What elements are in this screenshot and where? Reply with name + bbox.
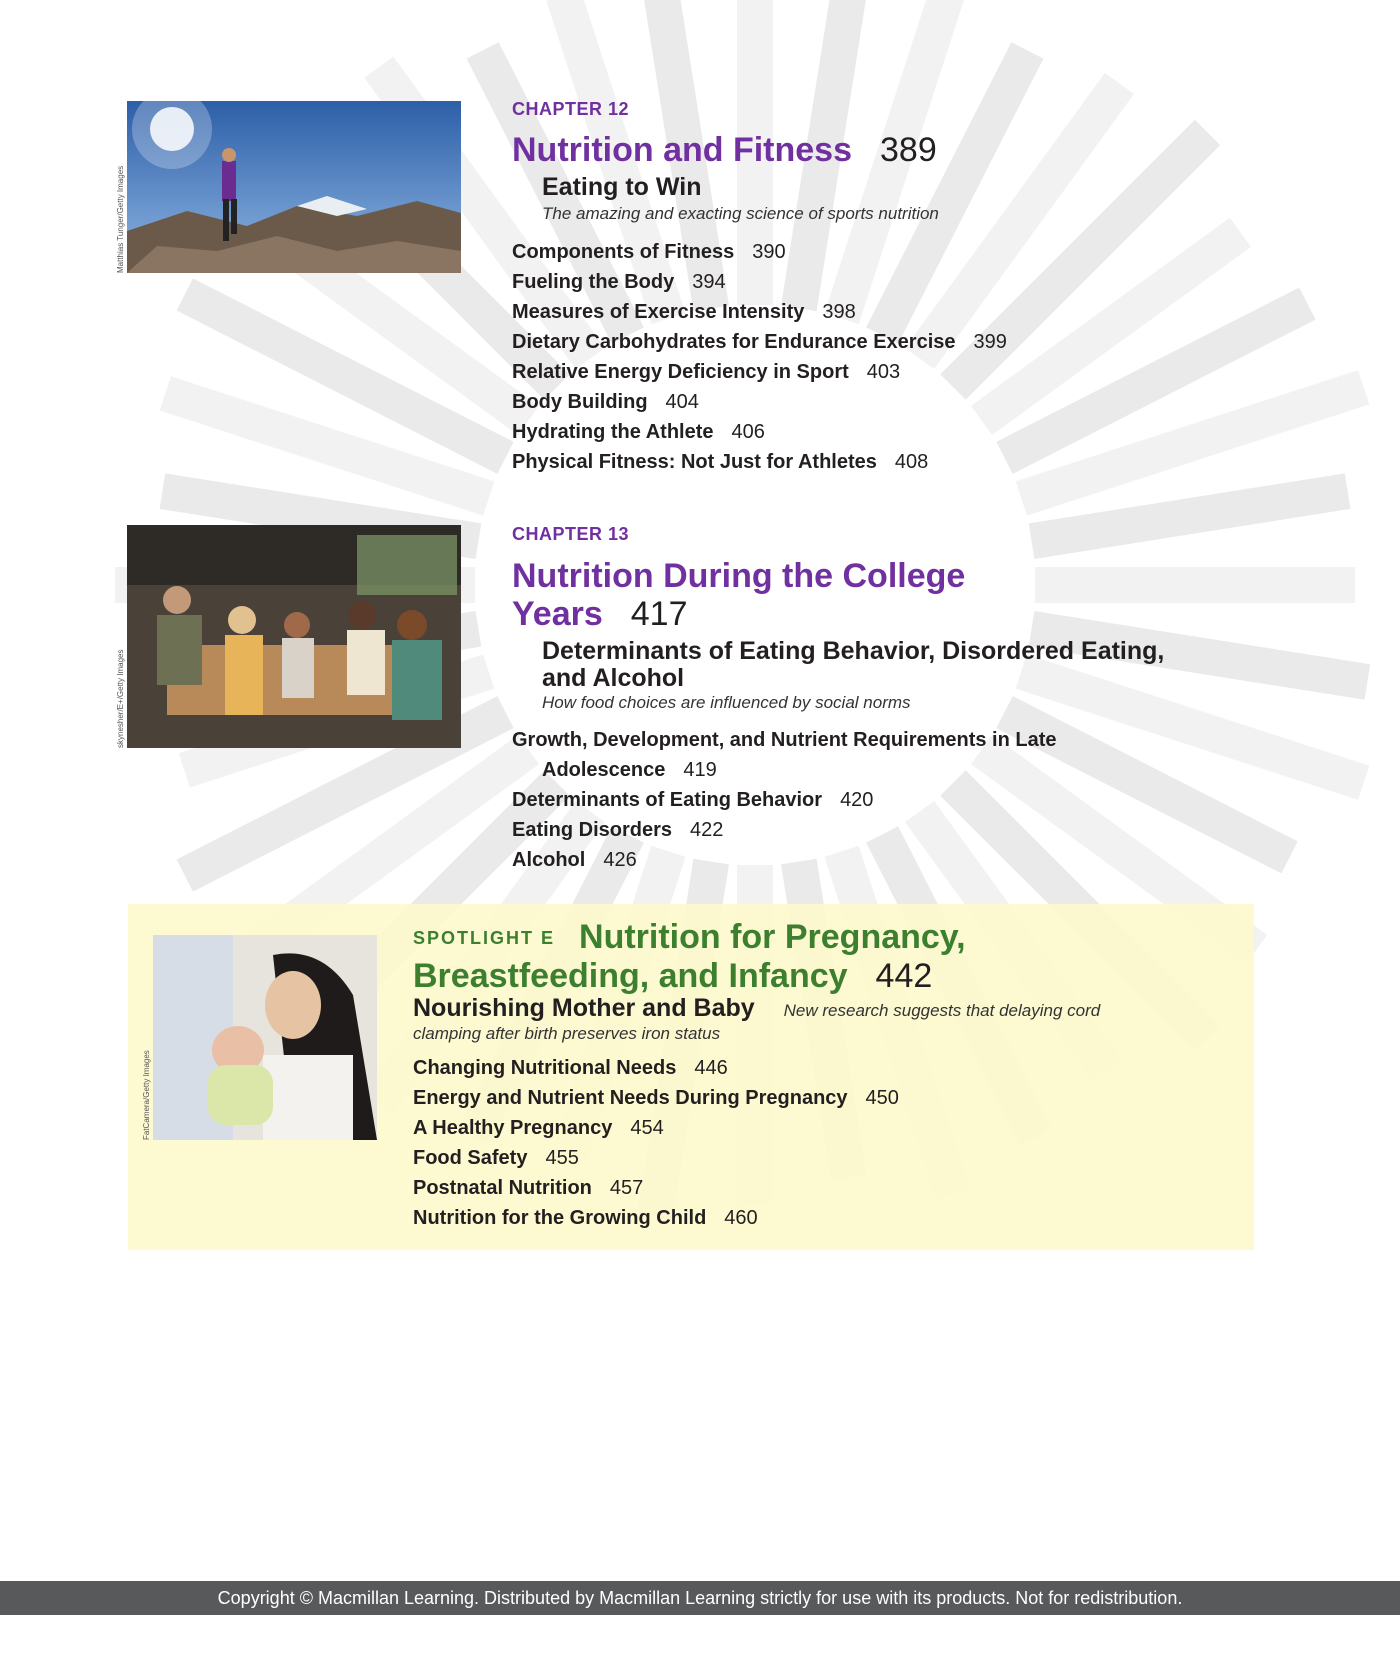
toc-entry-title: Components of Fitness: [512, 241, 735, 263]
toc-entry: [512, 845, 1057, 875]
section-tagline: How food choices are influenced by social norms: [542, 693, 911, 712]
toc-entry: [413, 1113, 899, 1143]
toc-entry: [512, 815, 1057, 845]
toc-entry-title: Changing Nutritional Needs: [413, 1057, 677, 1079]
photo-credit: FatCamera/Getty Images: [142, 1050, 151, 1140]
section-tagline: New research suggests that delaying cord: [783, 1001, 1101, 1020]
spotlight-topic-list: [413, 1053, 899, 1233]
toc-entry-title: Postnatal Nutrition: [413, 1177, 592, 1199]
toc-entry: [512, 417, 1007, 447]
toc-entry-page: 422: [690, 819, 724, 841]
toc-entry: [512, 785, 1057, 815]
photo-credit: skynesher/E+/Getty Images: [116, 649, 125, 748]
toc-entry-title: Energy and Nutrient Needs During Pregnancy: [413, 1087, 848, 1109]
section-tagline: The amazing and exacting science of sports nutrition: [542, 204, 939, 223]
chapter-title-text: Years: [512, 595, 603, 633]
toc-entry-page: 398: [822, 301, 856, 323]
toc-entry-title: Measures of Exercise Intensity: [512, 301, 805, 323]
toc-entry-page: 390: [752, 241, 786, 263]
toc-entry-title: Fueling the Body: [512, 271, 675, 293]
toc-entry-title: Adolescence: [542, 759, 666, 781]
toc-entry: [512, 267, 1007, 297]
section-title-text: Nourishing Mother and Baby: [413, 994, 755, 1022]
chapter-13-topic-list: [512, 725, 1057, 875]
chapter-page-number: 417: [630, 595, 688, 633]
section-title: [413, 995, 1100, 1024]
photo-credit: Matthias Tunger/Getty Images: [116, 165, 125, 273]
chapter-title-text: Nutrition During the College: [512, 557, 966, 595]
toc-entry: [512, 327, 1007, 357]
toc-entry-page: 403: [866, 361, 901, 383]
toc-entry-title: Nutrition for the Growing Child: [413, 1207, 707, 1229]
toc-entry: [413, 1143, 899, 1173]
chapter-12-topic-list: [512, 237, 1007, 477]
toc-entry-title: A Healthy Pregnancy: [413, 1117, 613, 1139]
toc-entry: [413, 1083, 899, 1113]
toc-entry: [512, 237, 1007, 267]
toc-entry: [413, 1173, 899, 1203]
section-title: [542, 638, 1164, 692]
toc-entry-page: 457: [609, 1177, 644, 1199]
toc-entry-page: 420: [840, 789, 874, 811]
chapter-page-number: 389: [880, 131, 937, 169]
chapter-title: [512, 557, 965, 633]
toc-entry-title: Eating Disorders: [512, 819, 673, 841]
spotlight-label: SPOTLIGHT E: [413, 928, 556, 948]
toc-entry-page: 454: [630, 1117, 664, 1139]
toc-entry-title: Growth, Development, and Nutrient Requirements in Late: [512, 729, 1057, 751]
toc-entry-page: 446: [694, 1057, 728, 1079]
toc-entry: [512, 447, 1007, 477]
chapter-12-photo: [127, 101, 461, 273]
spotlight-title-text: Nutrition for Pregnancy,: [579, 918, 966, 956]
toc-entry: [413, 1053, 899, 1083]
toc-entry-page: 460: [724, 1207, 758, 1229]
section-title-line: Determinants of Eating Behavior, Disordered Eating,: [542, 637, 1165, 665]
spotlight-title-text: Breastfeeding, and Infancy: [413, 957, 848, 995]
toc-entry-page: 404: [665, 391, 699, 413]
chapter-label: CHAPTER 13: [512, 524, 630, 544]
chapter-title: [512, 131, 937, 169]
chapter-label: CHAPTER 12: [512, 99, 630, 119]
toc-entry: [512, 725, 1057, 755]
toc-entry-page: 406: [731, 421, 765, 443]
toc-entry-title: Dietary Carbohydrates for Endurance Exercise: [512, 331, 956, 353]
spotlight-page-number: 442: [875, 957, 933, 995]
spotlight-title: [413, 918, 966, 995]
toc-entry-title: Alcohol: [512, 849, 586, 871]
toc-entry-continued: [512, 755, 1057, 785]
toc-entry-page: 394: [692, 271, 726, 293]
toc-entry-page: 426: [603, 849, 637, 871]
section-tagline-cont: clamping after birth preserves iron status: [413, 1024, 721, 1043]
section-title-line: and Alcohol: [542, 664, 685, 692]
section-title: Eating to Win: [542, 173, 702, 201]
toc-entry-title: Physical Fitness: Not Just for Athletes: [512, 451, 877, 473]
chapter-13-photo: [127, 525, 461, 748]
spotlight-photo: [153, 935, 377, 1140]
toc-entry: [512, 297, 1007, 327]
toc-entry-page: 455: [545, 1147, 579, 1169]
toc-entry-page: 419: [683, 759, 717, 781]
chapter-title-text: Nutrition and Fitness: [512, 131, 852, 169]
toc-entry-title: Body Building: [512, 391, 648, 413]
toc-entry-title: Relative Energy Deficiency in Sport: [512, 361, 849, 383]
toc-entry: [512, 357, 1007, 387]
toc-entry-page: 408: [894, 451, 929, 473]
toc-entry: [413, 1203, 899, 1233]
copyright-footer: Copyright © Macmillan Learning. Distributed by Macmillan Learning strictly for use with its products. Not for redistribution.: [0, 1581, 1400, 1615]
toc-entry-title: Food Safety: [413, 1147, 528, 1169]
toc-entry: [512, 387, 1007, 417]
toc-entry-title: Hydrating the Athlete: [512, 421, 714, 443]
toc-entry-page: 399: [973, 331, 1007, 353]
toc-entry-title: Determinants of Eating Behavior: [512, 789, 823, 811]
toc-entry-page: 450: [865, 1087, 899, 1109]
